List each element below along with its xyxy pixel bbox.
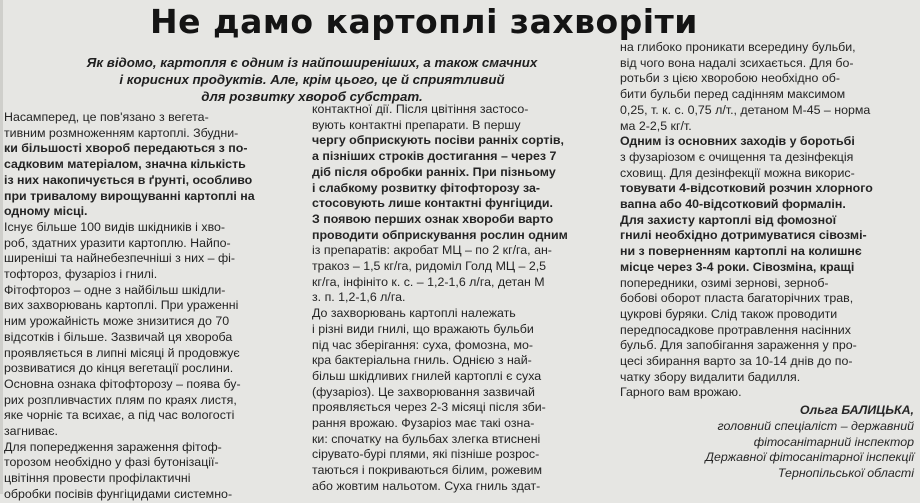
text-line: ма 2-2,5 кг/т. [620,118,692,133]
text-line: від чого вона надалі зсихається. Для бо- [620,55,854,70]
text-line: попередники, озимі зернові, зерноб- [620,275,829,290]
lead-line: і корисних продуктів. Але, крім цього, це й сприятливий [119,72,505,87]
text-line: Гарного вам врожаю. [620,385,742,400]
text-line: проявляється в липні місяці й продовжує [4,345,240,360]
text-line: гнилі необхідно дотримуватися сівозмі- [620,228,867,243]
text-line: тофтороз, фузаріоз і гнилі. [4,267,158,282]
text-line: загниває. [4,424,58,439]
text-line: чатку збору видалити бадилля. [620,369,801,384]
text-line: діб після обробки ранніх. При пізньому [312,164,556,179]
text-line: Для попередження зараження фітоф- [4,439,222,454]
text-line: відсотків і більше. Зазвичай ця хвороба [4,329,233,344]
text-line: ним урожайність може знизитися до 70 [4,314,230,329]
text-line: кг/га, інфініто к. с. – 1,2-1,6 л/га, детан М [312,274,545,289]
text-line: 0,25, т. к. с. 0,75 л/т., детаном М-45 – норма [620,102,871,117]
text-line: Фітофтороз – одне з найбільш шкідли- [4,282,226,297]
author-title-line: Тернопільської області [777,466,914,481]
text-line: або жовтим нальотом. Суха гниль здат- [312,478,541,493]
author-title-line: фітосанітарний інспектор [753,434,914,449]
article-lead [12,54,612,105]
text-line: цвітіння провести профілактичні [4,471,191,486]
text-line: рання врожаю. Фузаріоз має такі озна- [312,416,535,431]
text-line: передпосадкове протравлення насінних [620,322,851,337]
text-line: при тривалому вирощуванні картоплі на [4,188,255,203]
text-line: торозом необхідно у фазі бутонізації- [4,455,219,470]
text-line: ки: спочатку на бульбах злегка втиснені [312,431,541,446]
text-column-1 [4,110,294,503]
text-line: під час зберігання: суха, фомозна, мо- [312,337,533,352]
text-line: Існує більше 100 видів шкідників і хво- [4,219,226,234]
text-line: таються і покриваються білим, рожевим [312,463,543,478]
text-line: з фузаріозом є очищення та дезінфекція [620,149,854,164]
text-line: Основна ознака фітофторозу – поява бу- [4,376,241,391]
text-line: сірувато-бурі плями, які пізніше розрос- [312,447,540,462]
text-line: чергу обприскують посіви ранніх сортів, [312,133,564,148]
text-line: рих розпливчастих плям по краях листя, [4,392,237,407]
lead-line: Як відомо, картопля є одним із найпоширеніших, а також смачних [86,55,538,70]
text-line: цукрові буряки. Слід також проводити [620,306,838,321]
text-line: розвиватися до кінця вегетації рослини. [4,361,234,376]
text-line: сховищ. Для дезінфекції можна викорис- [620,165,855,180]
text-line: ротьби з цією хворобою необхідно об- [620,71,840,86]
text-line: більш шкідливих гнилей картоплі є суха [312,368,542,383]
text-line: ширеніші та найнебезпечніші з них – фі- [4,251,236,266]
text-line: тивним розмноженням картоплі. Збудни- [4,125,239,140]
text-line: Одним із основних заходів у боротьбі [620,134,855,149]
text-line: вують контактні препарати. В першу [312,117,521,132]
author-signature [612,403,914,482]
text-line: ки більшості хвороб передаються з по- [4,141,248,156]
text-line: місце через 3-4 роки. Сівозміна, кращі [620,259,855,274]
text-line: а пізніших строків достигання – через 7 [312,149,557,164]
text-line: обробки посівів фунгіцидами системно- [4,486,233,501]
text-line: ни з поверненням картоплі на колишнє [620,244,862,259]
page-fold-edge [0,0,3,494]
text-line: і різні види гнилі, що вражають бульби [312,321,534,336]
text-line: із препаратів: акробат МЦ – по 2 кг/га, ан- [312,243,552,258]
text-line: (фузаріоз). Це захворювання зазвичай [312,384,535,399]
text-line: стосовують лише контактні фунгіциди. [312,196,553,211]
text-column-2 [312,102,604,495]
text-line: і слабкому розвитку фітофторозу за- [312,180,541,195]
text-line: роб, здатних уразити картоплю. Найпо- [4,235,231,250]
text-line: бульб. Для запобігання зараження у про- [620,338,857,353]
lead-line: для розвитку хвороб субстрат. [201,89,423,104]
text-line: з. п. 1,2-1,6 л/га. [312,290,406,305]
text-line: кра бактеріальна гниль. Однією з най- [312,353,532,368]
text-line: вих захворювань картоплі. При ураженні [4,298,239,313]
text-line: тракоз – 1,5 кг/га, ридоміл Голд МЦ – 2,5 [312,259,547,274]
author-title-line: головний спеціаліст – державний [717,418,914,433]
text-line: вапна або 40-відсотковий формалін. [620,197,846,212]
author-name: Ольга БАЛИЦЬКА, [799,403,914,417]
text-line: проводити обприскування рослин одним [312,227,568,242]
text-column-3 [620,40,916,401]
text-line: товувати 4-відсотковий розчин хлорного [620,181,873,196]
text-line: садковим матеріалом, значна кількість [4,157,246,172]
text-line: Для захисту картоплі від фомозної [620,212,837,227]
text-line: До захворювань картоплі належать [312,306,516,321]
text-line: бити бульби перед садінням максимом [620,87,846,102]
text-line: яке чорніє та всихає, а під час вологості [4,408,235,423]
text-line: контактної дії. Після цвітіння застосо- [312,102,529,116]
text-line: на глибоко проникати всередину бульби, [620,40,856,54]
author-title-line: Державної фітосанітарної інспекції [705,450,914,465]
text-line: із них накопичується в ґрунті, особливо [4,172,253,187]
text-line: одному місці. [4,204,88,219]
text-line: бобові оборот пласта багаторічних трав, [620,291,854,306]
text-line: цесі збирання варто за 10-14 днів до по- [620,354,853,369]
text-line: проявляється через 2-3 місяці після зби- [312,400,546,415]
article-headline: Не дамо картоплі захворіти [150,2,698,41]
text-line: З появою перших ознак хвороби варто [312,211,554,226]
text-line: Насамперед, це пов'язано з вегета- [4,110,209,124]
